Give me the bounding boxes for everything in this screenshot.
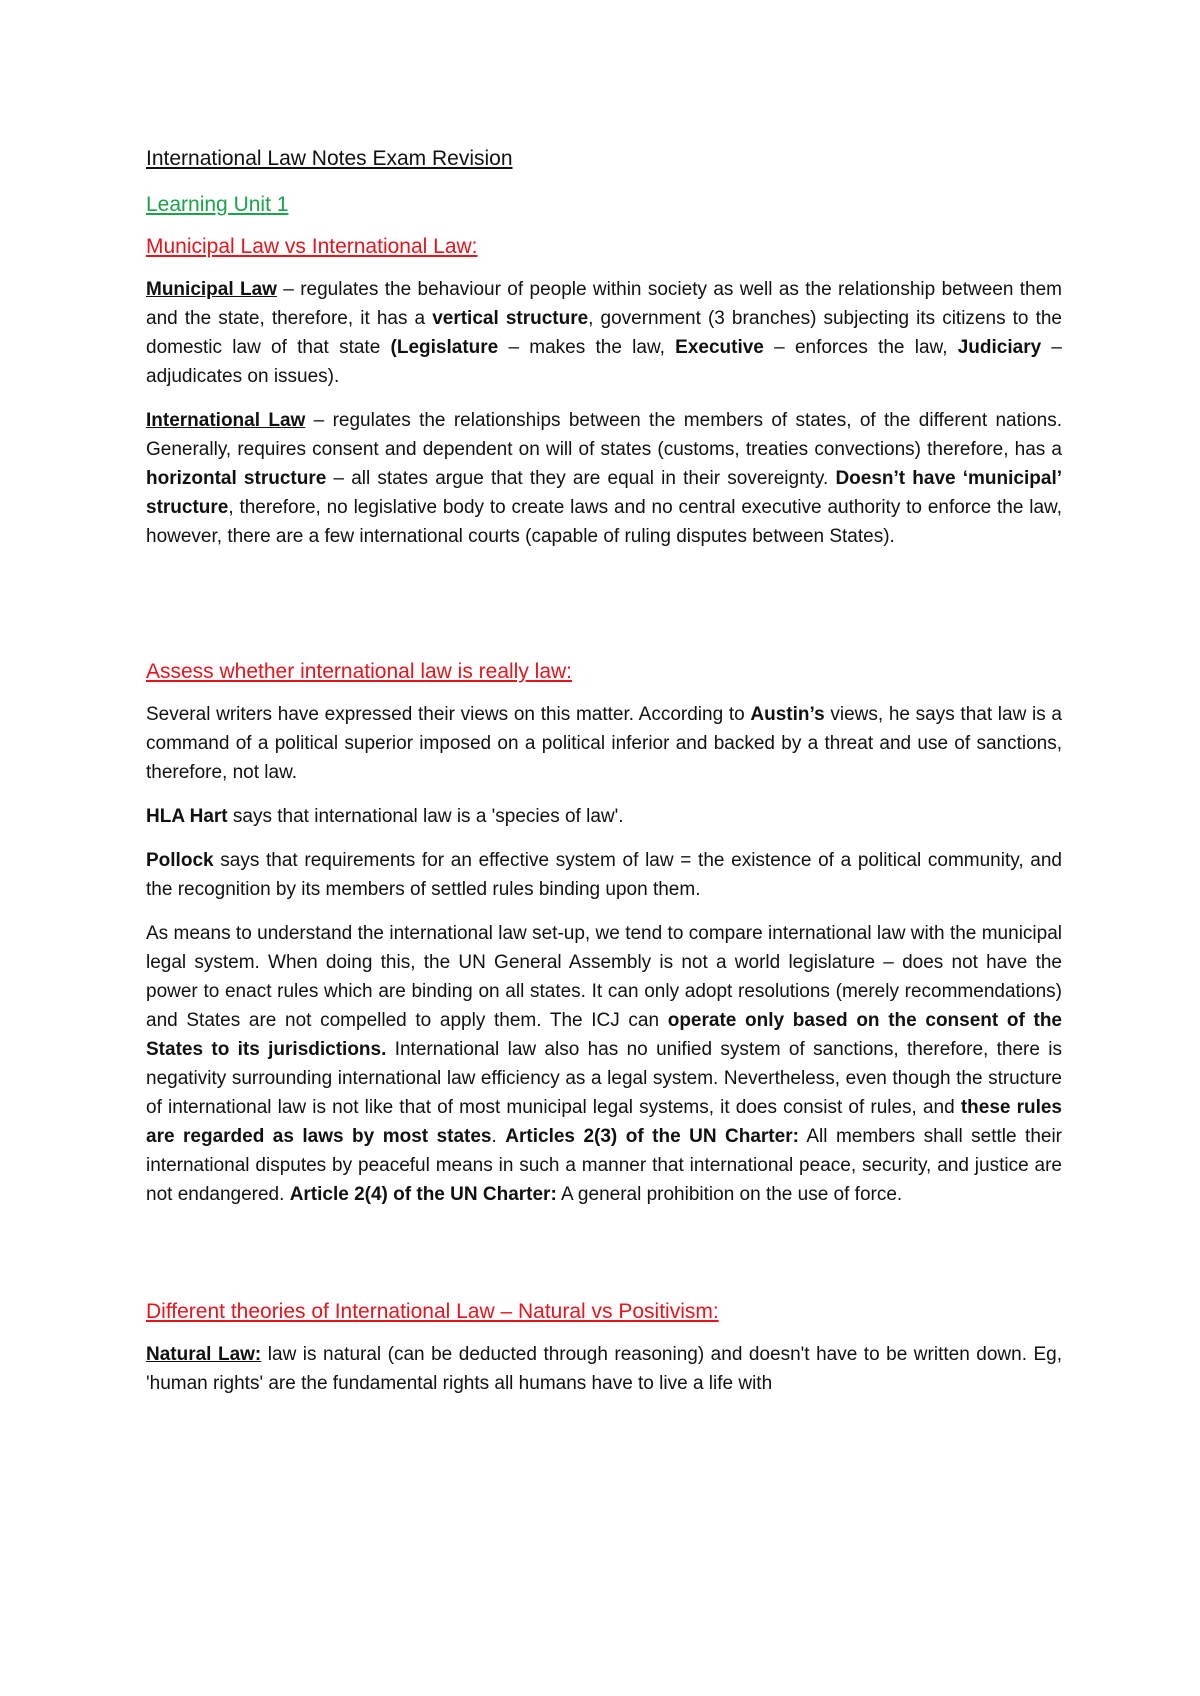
text-run: , therefore, no legislative body to create laws and no central executive authority to enforce the law, however, there are a few international courts (capable of ruling disputes between States). — [146, 497, 1062, 547]
text-run: , government (3 branches) subjecting its citizens to the domestic law of that state — [146, 308, 1062, 358]
term-natural-law: Natural Law: — [146, 1344, 262, 1365]
paragraph-hla-hart — [146, 802, 1062, 831]
term-municipal-law: Municipal Law — [146, 279, 277, 300]
paragraph-comparison — [146, 919, 1062, 1209]
learning-unit-title: Learning Unit 1 — [146, 193, 289, 216]
section-heading-municipal-vs-international: Municipal Law vs International Law: — [146, 235, 478, 258]
term-international-law: International Law — [146, 410, 306, 431]
text-run: views, he says that law is a command of a political superior imposed on a political inferior and backed by a threat and use of sanctions, therefore, not law. — [146, 704, 1062, 783]
paragraph-international-law — [146, 406, 1062, 551]
bold-run: Executive — [675, 337, 764, 358]
bold-run: Article 2(4) of the UN Charter: — [289, 1184, 557, 1205]
spacer — [146, 566, 1062, 658]
bold-run: operate only based on the consent of the States to its jurisdictions. — [146, 1010, 1062, 1060]
text-run: – regulates the relationships between the members of states, of the different nations. Generally, requires consent and dependent on will of states (customs, treaties convections) therefore, has a — [146, 410, 1062, 460]
text-run: International law also has no unified system of sanctions, therefore, there is negativity surrounding international law efficiency as a legal system. Nevertheless, even though the structure of international law is not like that of most municipal legal systems, it does consist of rules, and — [146, 1039, 1062, 1118]
bold-run: these rules are regarded as laws by most states — [146, 1097, 1062, 1147]
bold-run: HLA Hart — [146, 806, 228, 827]
bold-run: vertical structure — [432, 308, 589, 329]
bold-run: Judiciary — [957, 337, 1042, 358]
paragraph-austin — [146, 700, 1062, 787]
bold-run: Pollock — [146, 850, 214, 871]
bold-run: horizontal structure — [146, 468, 327, 489]
text-run: – regulates the behaviour of people within society as well as the relationship between them and the state, therefore, it has a — [146, 279, 1063, 329]
paragraph-municipal-law — [146, 275, 1062, 391]
text-run: – adjudicates on issues). — [146, 337, 1062, 387]
text-run: Several writers have expressed their views on this matter. According to — [146, 704, 751, 725]
document-page — [146, 145, 1062, 1413]
text-run: – all states argue that they are equal in their sovereignty. — [326, 468, 836, 489]
text-run: All members shall settle their international disputes by peaceful means in such a manner that international peace, security, and justice are not endangered. — [146, 1126, 1063, 1205]
text-run: As means to understand the international law set-up, we tend to compare international law with the municipal legal system. When doing this, the UN General Assembly is not a world legislature – does not have the power to enact rules which are binding on all states. It can only adopt resolutions (merely recommendations) and States are not compelled to apply them. The ICJ can — [146, 923, 1062, 1031]
text-run: – enforces the law, — [763, 337, 958, 358]
text-run: says that international law is a 'species of law'. — [227, 806, 624, 827]
text-run: . — [491, 1126, 506, 1147]
spacer — [146, 1224, 1062, 1298]
bold-run: Doesn’t have ‘municipal’ structure — [146, 468, 1062, 518]
text-run: – makes the law, — [498, 337, 676, 358]
text-run: A general prohibition on the use of force. — [556, 1184, 903, 1205]
bold-run: Austin’s — [750, 704, 825, 725]
text-run: law is natural (can be deducted through reasoning) and doesn't have to be written down. Eg, 'human rights' are the fundamental rights all humans have to live a life with — [146, 1344, 1062, 1394]
paragraph-pollock — [146, 846, 1062, 904]
paragraph-natural-law — [146, 1340, 1062, 1398]
document-title: International Law Notes Exam Revision — [146, 147, 513, 170]
bold-run: Articles 2(3) of the UN Charter: — [505, 1126, 799, 1147]
bold-run: (Legislature — [390, 337, 499, 358]
section-heading-is-law-really-law: Assess whether international law is really law: — [146, 660, 573, 683]
text-run: says that requirements for an effective system of law = the existence of a political community, and the recognition by its members of settled rules binding upon them. — [146, 850, 1062, 900]
section-heading-theories: Different theories of International Law – Natural vs Positivism: — [146, 1300, 719, 1323]
